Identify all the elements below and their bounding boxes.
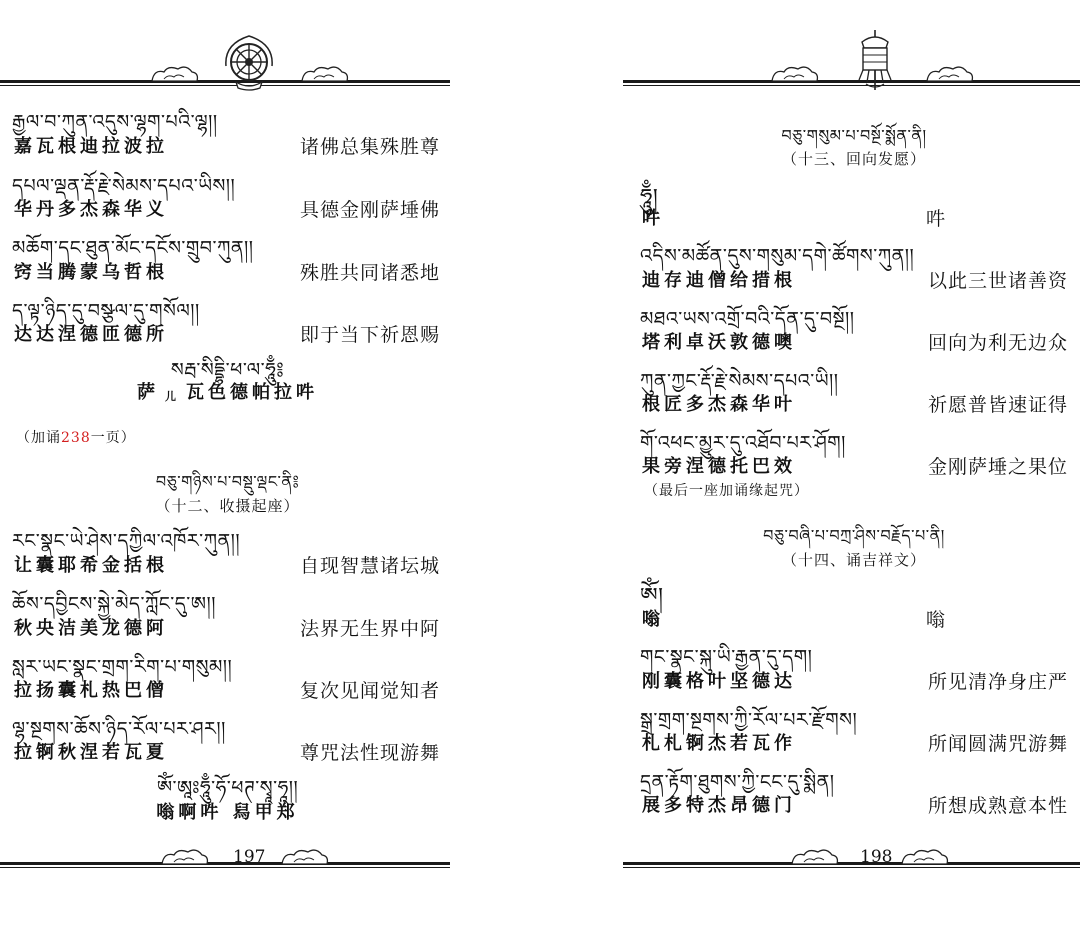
phonetic-line: 刚囊格叶坚德达: [642, 671, 796, 692]
phonetic-line: 札札锕杰若瓦作: [642, 733, 796, 754]
phonetic-line: 秋央洁美龙德阿: [14, 618, 168, 639]
auspicious-cloud-icon: [770, 64, 820, 84]
tibetan-verse-line: རྒྱལ་བ་ཀུན་འདུས་ལྷག་པའི་ལྷ།།: [12, 111, 218, 133]
bottom-rule-right: [623, 862, 1080, 865]
tibetan-verse-line: ཀུན་ཀྱང་རྡོ་རྗེ་སེམས་དཔའ་ཡི།།: [640, 370, 839, 392]
translation-line: 复次见闻觉知者: [299, 680, 440, 702]
translation-line: 吽: [926, 208, 947, 230]
auspicious-cloud-icon: [790, 847, 840, 867]
section-title-tibetan: བཅུ་གཉིས་པ་བསྡུ་ལྡང་ནི༔: [155, 472, 300, 491]
page-number-right: 198: [860, 847, 893, 867]
translation-line: 殊胜共同诸悉地: [299, 262, 440, 284]
mantra-phonetic: [0, 378, 455, 404]
mantra-phonetic: 嗡啊吽 舄甲郑: [156, 802, 299, 823]
phonetic-line: 根匠多杰森华叶: [642, 394, 796, 415]
recitation-note: （最后一座加诵缘起咒）: [644, 483, 809, 499]
tibetan-verse-line: དཔལ་ལྡན་རྡོ་རྗེ་སེམས་དཔའ་ཡིས།།: [12, 175, 236, 197]
translation-line: 金刚萨埵之果位: [927, 456, 1068, 478]
phonetic-line: 达达涅德匝德所: [14, 324, 168, 345]
tibetan-verse-line: དྲན་རྟོག་ཐུགས་ཀྱི་ངང་དུ་སྨིན།: [640, 771, 835, 793]
section-title-chinese: （十二、收摄起座）: [155, 497, 300, 515]
phonetic-line: 果旁涅德托巴效: [642, 456, 796, 477]
mantra-phonetic-start: 萨: [137, 382, 159, 403]
bottom-rule-right-inner: [623, 867, 1080, 868]
bottom-rule-left-inner: [0, 867, 450, 868]
phonetic-line: 嘉瓦根迪拉波拉: [14, 136, 168, 157]
dharma-wheel-icon: [222, 32, 276, 92]
phonetic-line: 嗡: [642, 609, 664, 630]
bottom-rule-left: [0, 862, 450, 865]
tibetan-verse-line: སླར་ཡང་སྣང་གྲག་རིག་པ་གསུམ།།: [12, 656, 233, 678]
seed-syllable-tibetan: ཧཱུྃ།: [640, 185, 659, 210]
phonetic-line: 拉扬囊札热巴僧: [14, 680, 168, 701]
tibetan-verse-line: གང་སྣང་སྐུ་ཡི་རྒྱན་དུ་དག།: [640, 646, 813, 668]
tibetan-verse-line: སྒྲ་གྲག་སྔགས་ཀྱི་རོལ་པར་རྫོགས།: [640, 709, 858, 731]
translation-line: 所想成熟意本性: [927, 795, 1068, 817]
tibetan-verse-line: ད་ལྟ་ཉིད་དུ་བསྩལ་དུ་གསོལ།།: [12, 300, 200, 322]
section-title-chinese: （十四、诵吉祥文）: [781, 551, 926, 569]
phonetic-line: 塔利卓沃敦德噢: [642, 332, 796, 353]
translation-line: 即于当下祈恩赐: [299, 324, 440, 346]
section-title-tibetan: བཅུ་བཞི་པ་བཀྲ་ཤིས་བརྗོད་པ་ནི།: [763, 526, 945, 545]
tibetan-verse-line: འདིས་མཚོན་དུས་གསུམ་དགེ་ཚོགས་ཀུན།།: [640, 245, 915, 267]
phonetic-line: 让囊耶希金括根: [14, 555, 168, 576]
auspicious-cloud-icon: [300, 64, 350, 84]
tibetan-verse-line: རང་སྣང་ཡེ་ཤེས་དཀྱིལ་འཁོར་ཀུན།།: [12, 530, 241, 552]
mantra-tibetan: ཨོཾ་ཨཱཿཧཱུྃ་ཧོ་ཕཊ་སྭཱ་ཧཱ།།: [156, 777, 299, 799]
translation-line: 自现智慧诸坛城: [299, 555, 440, 577]
phonetic-line: 迪存迪僧给措根: [642, 270, 796, 291]
auspicious-cloud-icon: [280, 847, 330, 867]
mantra-phonetic-er: 儿: [165, 390, 180, 403]
auspicious-cloud-icon: [925, 64, 975, 84]
phonetic-line: 窍当腾蒙乌哲根: [14, 262, 168, 283]
tibetan-verse-line: ལྷ་སྔགས་ཆོས་ཉིད་རོལ་པར་ཤར།།: [12, 718, 226, 740]
auspicious-cloud-icon: [160, 847, 210, 867]
auspicious-cloud-icon: [150, 64, 200, 84]
translation-line: 回向为利无边众: [927, 332, 1068, 354]
translation-line: 所闻圆满咒游舞: [927, 733, 1068, 755]
translation-line: 尊咒法性现游舞: [299, 742, 440, 764]
translation-line: 以此三世诸善资: [927, 270, 1068, 292]
translation-line: 诸佛总集殊胜尊: [299, 136, 440, 158]
section-title-tibetan: བཅུ་གསུམ་པ་བསྔོ་སྨོན་ནི།: [781, 126, 927, 145]
victory-banner-icon: [850, 28, 900, 92]
note-prefix: （加诵: [16, 430, 61, 446]
seed-syllable-tibetan: ཨོཾ།: [640, 584, 664, 609]
section-title-chinese: （十三、回向发愿）: [781, 150, 926, 168]
note-suffix: 一页）: [90, 430, 136, 446]
phonetic-line: 拉锕秋涅若瓦夏: [14, 742, 168, 763]
tibetan-verse-line: མཆོག་དང་ཐུན་མོང་དངོས་གྲུབ་ཀུན།།: [12, 237, 254, 259]
translation-line: 法界无生界中阿: [299, 618, 440, 640]
translation-line: 所见清净身庄严: [927, 671, 1068, 693]
note-page-ref: 238: [61, 430, 91, 446]
recitation-note: [16, 427, 455, 447]
mantra-tibetan: སརྦ་སིདྡྷི་ཕ་ལ་ཧཱུྃ༔: [170, 359, 285, 381]
phonetic-line: 吽: [642, 208, 664, 229]
phonetic-line: 展多特杰昂德门: [642, 795, 796, 816]
tibetan-verse-line: མཐའ་ཡས་འགྲོ་བའི་དོན་དུ་བསྔོ།།: [640, 308, 855, 330]
phonetic-line: 华丹多杰森华义: [14, 199, 168, 220]
tibetan-verse-line: ཆོས་དབྱིངས་སྐྱེ་མེད་ཀློང་དུ་ཨ།།: [12, 593, 216, 615]
page-number-left: 197: [233, 847, 266, 867]
translation-line: 祈愿普皆速证得: [927, 394, 1068, 416]
translation-line: 具德金刚萨埵佛: [299, 199, 440, 221]
tibetan-verse-line: གོ་འཕང་མྱུར་དུ་འཐོབ་པར་ཤོག།: [640, 432, 846, 454]
mantra-phonetic-rest: 瓦色德帕拉吽: [186, 382, 318, 403]
translation-line: 嗡: [926, 609, 947, 631]
auspicious-cloud-icon: [900, 847, 950, 867]
